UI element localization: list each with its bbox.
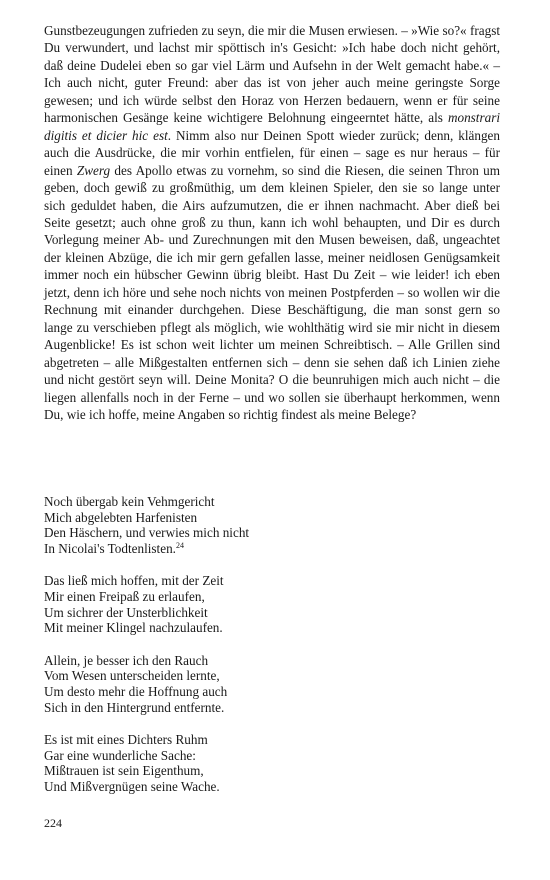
verse-text: Allein, je besser ich den Rauch (44, 652, 209, 668)
verse-text: Um sichrer der Unsterblichkeit (44, 604, 208, 620)
verse-text: Und Mißvergnügen seine Wache. (44, 778, 220, 794)
poem (44, 494, 500, 812)
verse-text: Den Häschern, und verwies mich nicht (44, 525, 250, 541)
poem-stanza (44, 732, 500, 794)
verse-line (44, 684, 500, 700)
verse-text: Es ist mit eines Dichters Ruhm (44, 732, 208, 748)
verse-text: Mit meiner Klingel nachzulaufen. (44, 620, 223, 636)
verse-text: Gar eine wunderliche Sache: (44, 747, 196, 763)
verse-text: Noch übergab kein Vehmgericht (44, 494, 215, 509)
text-run: Gunstbezeugungen zufrieden zu seyn, die mir die Musen erwiesen. – »Wie so?« fragst Du verwundert, und lachst mir spöttisch in's Gesicht: »Ich habe doch nicht gehört, daß deine Dudelei eben so gar viel Lärm und Aufsehn in der Welt gemacht habe.« – Ich auch nicht, guter Freund: aber das ist von jeher auch meine geringste Sorge gewesen; und ich würde selbst den Horaz von Herzen bedauern, wenn er für seine harmonischen Gesänge keine wichtigere Belohnung eingeerntet hätte, als (44, 23, 500, 126)
verse-line (44, 763, 500, 779)
poem-stanza (44, 494, 500, 556)
verse-line (44, 668, 500, 684)
verse-text: Um desto mehr die Hoffnung auch (44, 683, 228, 699)
verse-text: In Nicolai's Todtenlisten. (44, 540, 176, 556)
footnote-marker: 24 (175, 540, 184, 550)
verse-text: Sich in den Hintergrund entfernte. (44, 699, 225, 715)
verse-line (44, 510, 500, 526)
verse-text: Mich abgelebten Harfenisten (44, 509, 198, 525)
italic-phrase: monstrari digitis et dicier hic est (44, 110, 500, 143)
verse-line (44, 605, 500, 621)
verse-line (44, 589, 500, 605)
verse-line (44, 732, 500, 748)
verse-line (44, 573, 500, 589)
verse-line (44, 779, 500, 795)
page-number: 224 (44, 816, 62, 830)
verse-line (44, 653, 500, 669)
verse-line (44, 748, 500, 764)
prose-text (44, 22, 500, 423)
verse-line (44, 525, 500, 541)
italic-phrase: Zwerg (76, 162, 111, 178)
prose-paragraph (44, 22, 500, 423)
text-run: des Apollo etwas zu vornehm, so sind die Riesen, die seinen Thron um geben, doch gewiß zu großmüthig, um dem kleinen Spieler, den sie so lange unter sich geduldet haben, die Airs aufzumutzen, die er ihnen nachmacht. Aber dieß bei Seite gesetzt; auch ohne groß zu thun, kann ich wohl behaupten, und Dir es durch Vorlegung meiner Ab- und Zurechnungen mit den Musen beweisen, daß, ungeachtet der kleinen Abzüge, die ich mir gern gefallen lasse, meiner neidlosen Genügsamkeit immer noch ein hübscher Gewinn übrig bleibt. Hast Du Zeit – wie leider! ich eben jetzt, denn ich höre und sehe noch nichts von meinen Postpferden – so wollen wir die Rechnung mit einander durchgehen. Diese Beschäftigung, die man sonst gern so lange zu verschieben pflegt als möglich, wie wohlthätig wird sie mir nicht in diesem Augenblicke! Es ist schon weit lichter um meinen Schreibtisch. – Alle Grillen sind abgetreten – alle Mißgestalten entfernen sich – denn sie sehen daß ich Linien ziehe und nicht gestört seyn will. Deine Monita? O die beunruhigen mich auch nicht – die liegen allenfalls noch in der Ferne – und wo sollen sie überhaupt herkommen, wenn Du, wie ich hoffe, meine Angaben so richtig findest als meine Belege? (44, 162, 500, 422)
verse-line (44, 700, 500, 716)
verse-text: Mir einen Freipaß zu erlaufen, (44, 588, 205, 604)
poem-stanza (44, 653, 500, 715)
text-run: . Nimm also nur Deinen Spott wieder zurück; denn, klängen auch die Ausdrücke, die mir vorhin entfielen, für einen – sage es nur heraus – für einen (44, 127, 500, 178)
verse-line (44, 494, 500, 510)
verse-text: Mißtrauen ist sein Eigenthum, (44, 763, 204, 779)
poem-stanza (44, 573, 500, 635)
verse-text: Vom Wesen unterscheiden lernte, (44, 668, 220, 684)
verse-text: Das ließ mich hoffen, mit der Zeit (44, 573, 224, 589)
verse-line (44, 620, 500, 636)
verse-line (44, 541, 500, 557)
